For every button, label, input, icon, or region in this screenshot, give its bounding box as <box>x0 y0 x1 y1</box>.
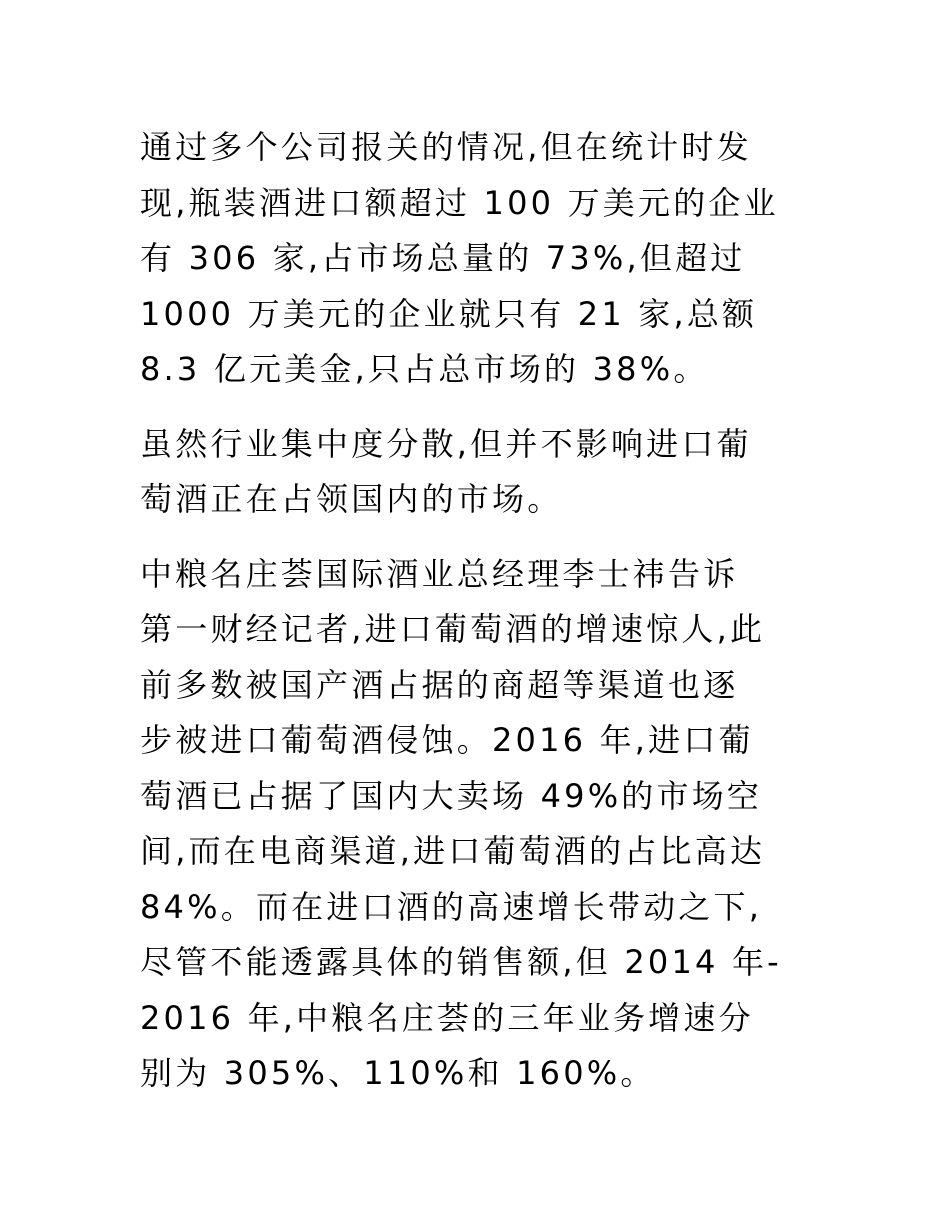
text-line: 2016 年,中粮名庄荟的三年业务增速分 <box>140 998 754 1037</box>
article-body <box>140 120 820 1121</box>
text-line: 8.3 亿元美金,只占总市场的 38%。 <box>140 350 709 388</box>
text-line: 间,而在电商渠道,进口葡萄酒的占比高达 <box>140 832 766 870</box>
text-line: 1000 万美元的企业就只有 21 家,总额 <box>140 294 758 333</box>
text-line: 步被进口葡萄酒侵蚀。2016 年,进口葡 <box>140 721 754 759</box>
text-line: 通过多个公司报关的情况,但在统计时发 <box>140 128 752 166</box>
text-line: 第一财经记者,进口葡萄酒的增速惊人,此 <box>140 610 766 648</box>
text-line: 尽管不能透露具体的销售额,但 2014 年- <box>140 943 782 981</box>
text-line: 84%。而在进口酒的高速增长带动之下, <box>140 887 763 926</box>
text-line: 中粮名庄荟国际酒业总经理李士祎告诉 <box>140 554 739 593</box>
text-line: 萄酒正在占领国内的市场。 <box>140 480 563 518</box>
text-line: 有 306 家,占市场总量的 73%,但超过 <box>140 239 746 277</box>
text-line: 前多数被国产酒占据的商超等渠道也逐 <box>140 665 739 704</box>
text-line: 虽然行业集中度分散,但并不影响进口葡 <box>140 424 752 463</box>
paragraph-import-statistics <box>140 120 820 398</box>
text-line: 别为 305%、110%和 160%。 <box>140 1054 656 1092</box>
text-line: 萄酒已占据了国内大卖场 49%的市场空 <box>140 776 763 815</box>
text-line: 现,瓶装酒进口额超过 100 万美元的企业 <box>140 183 779 222</box>
paragraph-cofco-interview <box>140 547 820 1102</box>
paragraph-market-concentration <box>140 417 820 528</box>
